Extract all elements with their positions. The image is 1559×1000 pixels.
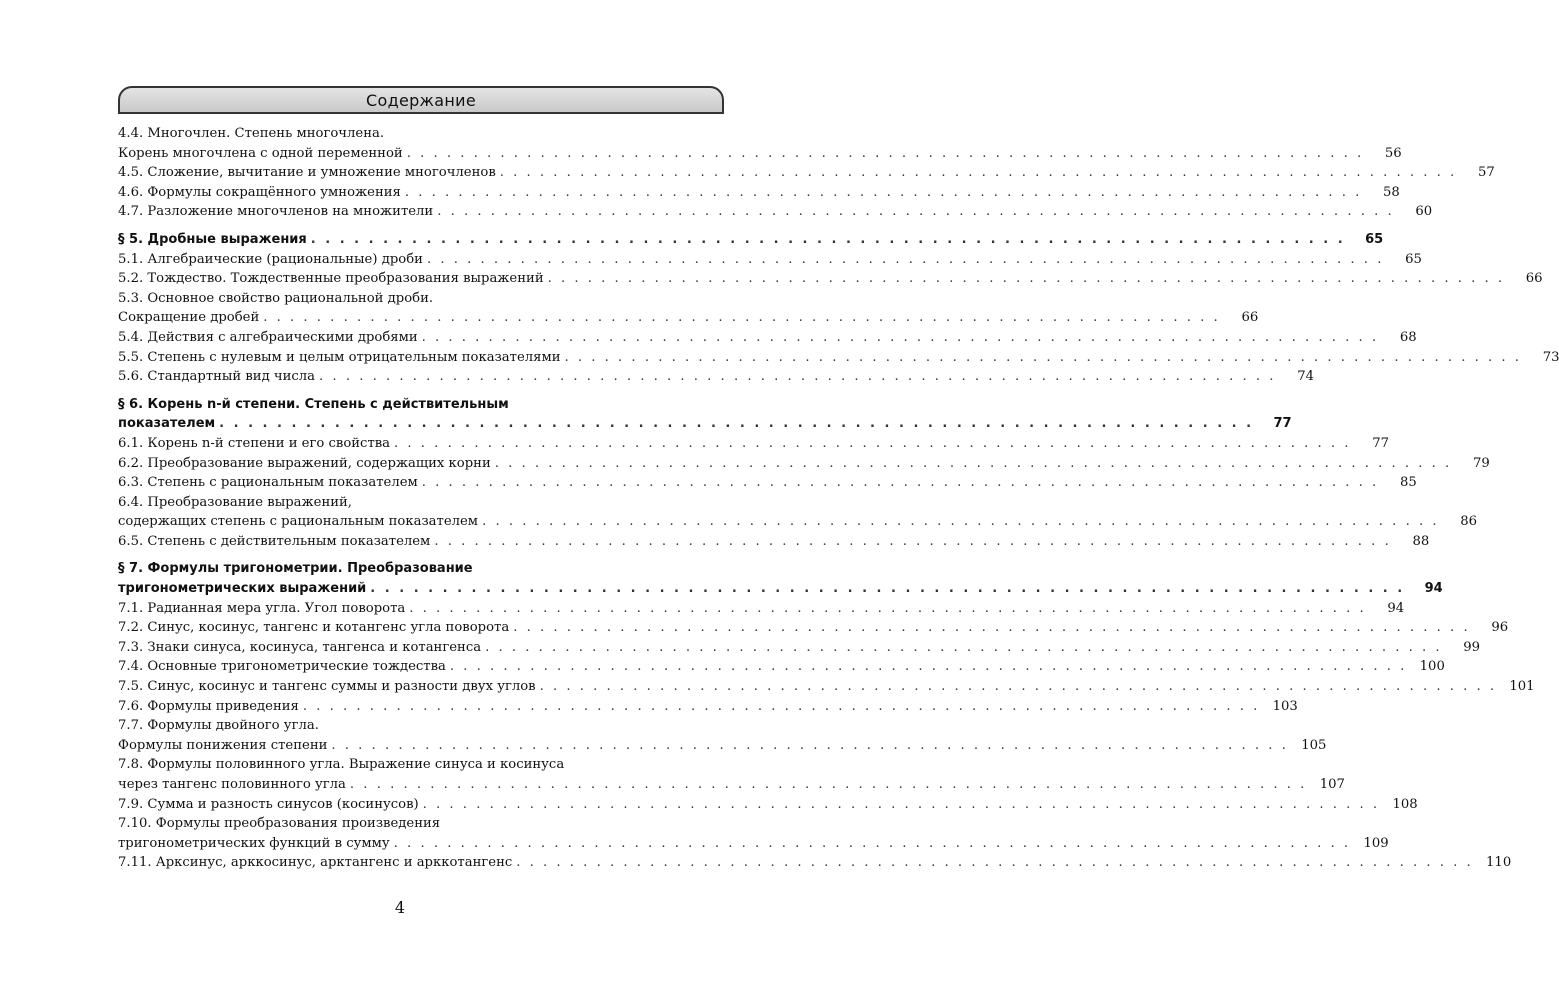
toc-entry-text: 7.11. Арксинус, арккосинус, арктангенс и арккотангенс [118, 855, 513, 871]
toc-page-number: 58 [1383, 184, 1400, 200]
toc-entry-text: 6.2. Преобразование выражений, содержащих корни [118, 455, 491, 471]
toc-entry-line[interactable] [118, 183, 1400, 203]
toc-entry-line[interactable] [118, 434, 1389, 454]
toc-entry-line[interactable] [118, 775, 1345, 795]
toc-heading-line[interactable] [118, 395, 724, 415]
toc-page-number: 94 [1424, 581, 1443, 597]
toc-entry-text: 7.6. Формулы приведения [118, 698, 299, 714]
dot-leader: . . . . . . . . . . . . . . . . . . . . . . . . . . . . . . . . . . . . . . . . . . . . . . . . . . . . . . . . . . . . . . . . . . . . . . . . [219, 416, 1254, 432]
toc-entry-text: 4.4. Многочлен. Степень многочлена. [118, 126, 385, 141]
dot-leader: . . . . . . . . . . . . . . . . . . . . . . . . . . . . . . . . . . . . . . . . . . . . . . . . . . . . . . . . . . . . . . . . . . . . . . . . [516, 855, 1474, 871]
toc-entry-text: показателем [118, 416, 216, 432]
toc-section [118, 124, 1495, 222]
toc-entry-line[interactable] [118, 308, 1259, 328]
toc-page-number: 66 [1525, 271, 1543, 287]
dot-leader: . . . . . . . . . . . . . . . . . . . . . . . . . . . . . . . . . . . . . . . . . . . . . . . . . . . . . . . . . . . . . . . . . . . . . . . . [319, 369, 1276, 385]
dot-leader: . . . . . . . . . . . . . . . . . . . . . . . . . . . . . . . . . . . . . . . . . . . . . . . . . . . . . . . . . . . . . . . . . . . . . . . . [421, 329, 1379, 345]
toc-page-number: 66 [1241, 310, 1259, 326]
toc-entry-text: 6.1. Корень n-й степени и его свойства [118, 435, 391, 451]
toc-entry-line[interactable] [118, 512, 1478, 532]
dot-leader: . . . . . . . . . . . . . . . . . . . . . . . . . . . . . . . . . . . . . . . . . . . . . . . . . . . . . . . . . . . . . . . . . . . . . . . . [539, 679, 1497, 695]
toc-entry-line[interactable] [118, 834, 1389, 854]
toc-page-number: 77 [1273, 416, 1292, 432]
toc-entry-line[interactable] [118, 716, 724, 736]
dot-leader: . . . . . . . . . . . . . . . . . . . . . . . . . . . . . . . . . . . . . . . . . . . . . . . . . . . . . . . . . . . . . . . . . . . . . . . . [349, 777, 1307, 792]
toc-entry-line[interactable] [118, 202, 1433, 222]
toc-entry-text: 4.6. Формулы сокращённого умножения [118, 184, 401, 200]
toc-entry-line[interactable] [118, 736, 1327, 756]
toc-page-number: 79 [1472, 455, 1490, 471]
toc-entry-text: § 5. Дробные выражения [118, 231, 307, 247]
toc-entry-text: Формулы понижения степени [118, 737, 328, 753]
toc-entry-text: § 7. Формулы тригонометрии. Преобразование [118, 561, 473, 577]
contents-header [118, 86, 724, 114]
dot-leader: . . . . . . . . . . . . . . . . . . . . . . . . . . . . . . . . . . . . . . . . . . . . . . . . . . . . . . . . . . . . . . . . . . . . . . . . [394, 435, 1351, 451]
toc-entry-line[interactable] [118, 493, 724, 513]
toc-entry-text: 4.5. Сложение, вычитание и умножение многочленов [118, 165, 496, 181]
toc-entry-text: 7.7. Формулы двойного угла. [118, 718, 319, 734]
toc-entry-text: 7.3. Знаки синуса, косинуса, тангенса и котангенса [118, 639, 482, 655]
dot-leader: . . . . . . . . . . . . . . . . . . . . . . . . . . . . . . . . . . . . . . . . . . . . . . . . . . . . . . . . . . . . . . . . . . . . . . . . [422, 796, 1380, 812]
toc-page-number: 99 [1463, 639, 1481, 655]
toc-entry-text: через тангенс половинного угла [118, 777, 346, 792]
contents-title: Содержание [366, 90, 476, 110]
dot-leader: . . . . . . . . . . . . . . . . . . . . . . . . . . . . . . . . . . . . . . . . . . . . . . . . . . . . . . . . . . . . . . . . . . . . . . . . [331, 737, 1289, 753]
toc-entry-line[interactable] [118, 795, 1418, 815]
toc-entry-line[interactable] [118, 755, 724, 775]
toc-entry-line[interactable] [118, 853, 1512, 873]
toc-entry-text: § 6. Корень n-й степени. Степень с действительным [118, 396, 509, 412]
dot-leader: . . . . . . . . . . . . . . . . . . . . . . . . . . . . . . . . . . . . . . . . . . . . . . . . . . . . . . . . . . . . . . . . . . . . . . . . [406, 145, 1364, 161]
toc-page-number: 86 [1460, 514, 1478, 530]
dot-leader: . . . . . . . . . . . . . . . . . . . . . . . . . . . . . . . . . . . . . . . . . . . . . . . . . . . . . . . . . . . . . . . . . . . . . . . . [482, 514, 1440, 530]
toc-entry-text: Сокращение дробей [118, 310, 260, 326]
toc-entry-line[interactable] [118, 599, 1405, 619]
toc-section [118, 559, 1535, 873]
toc-page-number: 85 [1399, 475, 1417, 491]
toc-heading-line[interactable] [118, 414, 1292, 434]
dot-leader: . . . . . . . . . . . . . . . . . . . . . . . . . . . . . . . . . . . . . . . . . . . . . . . . . . . . . . . . . . . . . . . . . . . . . . . . [485, 639, 1443, 655]
toc-entry-text: 7.4. Основные тригонометрические тождества [118, 659, 446, 675]
toc-entry-line[interactable] [118, 618, 1509, 638]
toc-entry-text: 5.2. Тождество. Тождественные преобразования выражений [118, 271, 544, 287]
dot-leader: . . . . . . . . . . . . . . . . . . . . . . . . . . . . . . . . . . . . . . . . . . . . . . . . . . . . . . . . . . . . . . . . . . . . . . . . [404, 184, 1362, 200]
toc-entry-line[interactable] [118, 814, 724, 834]
toc-entry-text: 7.9. Сумма и разность синусов (косинусов) [118, 796, 419, 812]
toc-page-number: 60 [1415, 204, 1433, 220]
dot-leader: . . . . . . . . . . . . . . . . . . . . . . . . . . . . . . . . . . . . . . . . . . . . . . . . . . . . . . . . . . . . . . . . . . . . . . . . [434, 533, 1392, 549]
toc-entry-line[interactable] [118, 677, 1535, 697]
dot-leader: . . . . . . . . . . . . . . . . . . . . . . . . . . . . . . . . . . . . . . . . . . . . . . . . . . . . . . . . . . . . . . . . . . . . . . . . [263, 310, 1221, 326]
dot-leader: . . . . . . . . . . . . . . . . . . . . . . . . . . . . . . . . . . . . . . . . . . . . . . . . . . . . . . . . . . . . . . . . . . . . . . . . [449, 659, 1407, 675]
toc-entry-line[interactable] [118, 367, 1314, 387]
toc-entry-line[interactable] [118, 163, 1495, 183]
toc-entry-line[interactable] [118, 638, 1481, 658]
dot-leader: . . . . . . . . . . . . . . . . . . . . . . . . . . . . . . . . . . . . . . . . . . . . . . . . . . . . . . . . . . . . . . . . . . . . . . . . [513, 620, 1471, 636]
toc-page-number: 77 [1372, 435, 1389, 451]
toc-section [118, 395, 1490, 552]
toc-page-number: 100 [1419, 659, 1445, 675]
toc-page-number: 57 [1477, 165, 1495, 181]
toc-entry-line[interactable] [118, 250, 1422, 270]
toc-entry-text: 5.1. Алгебраические (рациональные) дроби [118, 251, 423, 267]
toc-entry-line[interactable] [118, 348, 1559, 368]
toc-entry-text: 6.3. Степень с рациональным показателем [118, 475, 418, 491]
toc-entry-text: 7.2. Синус, косинус, тангенс и котангенс угла поворота [118, 620, 510, 636]
toc-page-number: 101 [1509, 679, 1535, 695]
toc-entry-text: 5.4. Действия с алгебраическими дробями [118, 329, 418, 345]
toc-entry-text: 7.10. Формулы преобразования произведения [118, 816, 441, 832]
toc-page-number: 109 [1363, 835, 1389, 851]
toc-entry-text: 5.5. Степень с нулевым и целым отрицательным показателями [118, 349, 561, 365]
toc-entry-text: содержащих степень с рациональным показателем [118, 514, 479, 530]
toc-page-number: 74 [1297, 369, 1314, 385]
dot-leader: . . . . . . . . . . . . . . . . . . . . . . . . . . . . . . . . . . . . . . . . . . . . . . . . . . . . . . . . . . . . . . . . . . . . . . . . [370, 581, 1405, 597]
dot-leader: . . . . . . . . . . . . . . . . . . . . . . . . . . . . . . . . . . . . . . . . . . . . . . . . . . . . . . . . . . . . . . . . . . . . . . . . [302, 698, 1260, 714]
dot-leader: . . . . . . . . . . . . . . . . . . . . . . . . . . . . . . . . . . . . . . . . . . . . . . . . . . . . . . . . . . . . . . . . . . . . . . . . [437, 204, 1395, 220]
toc-entry-text: 6.5. Степень с действительным показателем [118, 533, 431, 549]
toc-page-number: 105 [1301, 737, 1327, 753]
dot-leader: . . . . . . . . . . . . . . . . . . . . . . . . . . . . . . . . . . . . . . . . . . . . . . . . . . . . . . . . . . . . . . . . . . . . . . . . [426, 251, 1384, 267]
toc-page-number: 56 [1384, 145, 1402, 161]
toc-entry-text: тригонометрических функций в сумму [118, 835, 390, 851]
toc-page-number: 96 [1491, 620, 1509, 636]
dot-leader: . . . . . . . . . . . . . . . . . . . . . . . . . . . . . . . . . . . . . . . . . . . . . . . . . . . . . . . . . . . . . . . . . . . . . . . . [499, 165, 1457, 181]
toc-section [118, 230, 1559, 387]
toc-entry-line[interactable] [118, 269, 1543, 289]
toc-entry-line[interactable] [118, 454, 1490, 474]
dot-leader: . . . . . . . . . . . . . . . . . . . . . . . . . . . . . . . . . . . . . . . . . . . . . . . . . . . . . . . . . . . . . . . . . . . . . . . . [494, 455, 1452, 471]
toc-entry-line[interactable] [118, 697, 1298, 717]
toc-page-number: 88 [1412, 533, 1430, 549]
toc-entry-text: 7.8. Формулы половинного угла. Выражение синуса и косинуса [118, 757, 565, 773]
toc-entry-text: 6.4. Преобразование выражений, [118, 494, 353, 510]
toc-heading-line[interactable] [118, 230, 1384, 250]
toc-entry-line[interactable] [118, 657, 1445, 677]
toc-entry-text: 5.3. Основное свойство рациональной дроби. [118, 290, 434, 306]
toc-heading-line[interactable] [118, 559, 724, 579]
toc-heading-line[interactable] [118, 579, 1443, 599]
toc-entry-line[interactable] [118, 328, 1417, 348]
toc-entry-line[interactable] [118, 144, 1402, 164]
toc-entry-text: 7.5. Синус, косинус и тангенс суммы и разности двух углов [118, 679, 536, 695]
page-number: 4 [394, 898, 406, 917]
toc-entry-line[interactable] [118, 473, 1417, 493]
toc-page-number: 103 [1272, 698, 1298, 714]
toc-page-number: 73 [1542, 349, 1559, 365]
toc-entry-text: тригонометрических выражений [118, 581, 367, 597]
toc-entry-text: Корень многочлена с одной переменной [118, 145, 403, 161]
dot-leader: . . . . . . . . . . . . . . . . . . . . . . . . . . . . . . . . . . . . . . . . . . . . . . . . . . . . . . . . . . . . . . . . . . . . . . . . [409, 600, 1367, 616]
table-of-contents [118, 124, 1559, 881]
dot-leader: . . . . . . . . . . . . . . . . . . . . . . . . . . . . . . . . . . . . . . . . . . . . . . . . . . . . . . . . . . . . . . . . . . . . . . . . [310, 231, 1346, 247]
toc-entry-line[interactable] [118, 532, 1430, 552]
toc-page-number: 65 [1365, 231, 1384, 247]
toc-page-number: 110 [1486, 855, 1512, 871]
dot-leader: . . . . . . . . . . . . . . . . . . . . . . . . . . . . . . . . . . . . . . . . . . . . . . . . . . . . . . . . . . . . . . . . . . . . . . . . [564, 349, 1522, 365]
dot-leader: . . . . . . . . . . . . . . . . . . . . . . . . . . . . . . . . . . . . . . . . . . . . . . . . . . . . . . . . . . . . . . . . . . . . . . . . [421, 475, 1379, 491]
toc-entry-text: 5.6. Стандартный вид числа [118, 369, 316, 385]
toc-page-number: 68 [1399, 329, 1417, 345]
toc-entry-text: 7.1. Радианная мера угла. Угол поворота [118, 600, 406, 616]
toc-page-number: 94 [1387, 600, 1405, 616]
toc-page-number: 65 [1405, 251, 1422, 267]
dot-leader: . . . . . . . . . . . . . . . . . . . . . . . . . . . . . . . . . . . . . . . . . . . . . . . . . . . . . . . . . . . . . . . . . . . . . . . . [547, 271, 1505, 287]
toc-entry-line[interactable] [118, 289, 724, 309]
toc-page-number: 107 [1319, 777, 1345, 792]
dot-leader: . . . . . . . . . . . . . . . . . . . . . . . . . . . . . . . . . . . . . . . . . . . . . . . . . . . . . . . . . . . . . . . . . . . . . . . . [393, 835, 1351, 851]
toc-entry-text: 4.7. Разложение многочленов на множители [118, 204, 434, 220]
toc-page-number: 108 [1392, 796, 1418, 812]
toc-entry-line[interactable] [118, 124, 724, 144]
